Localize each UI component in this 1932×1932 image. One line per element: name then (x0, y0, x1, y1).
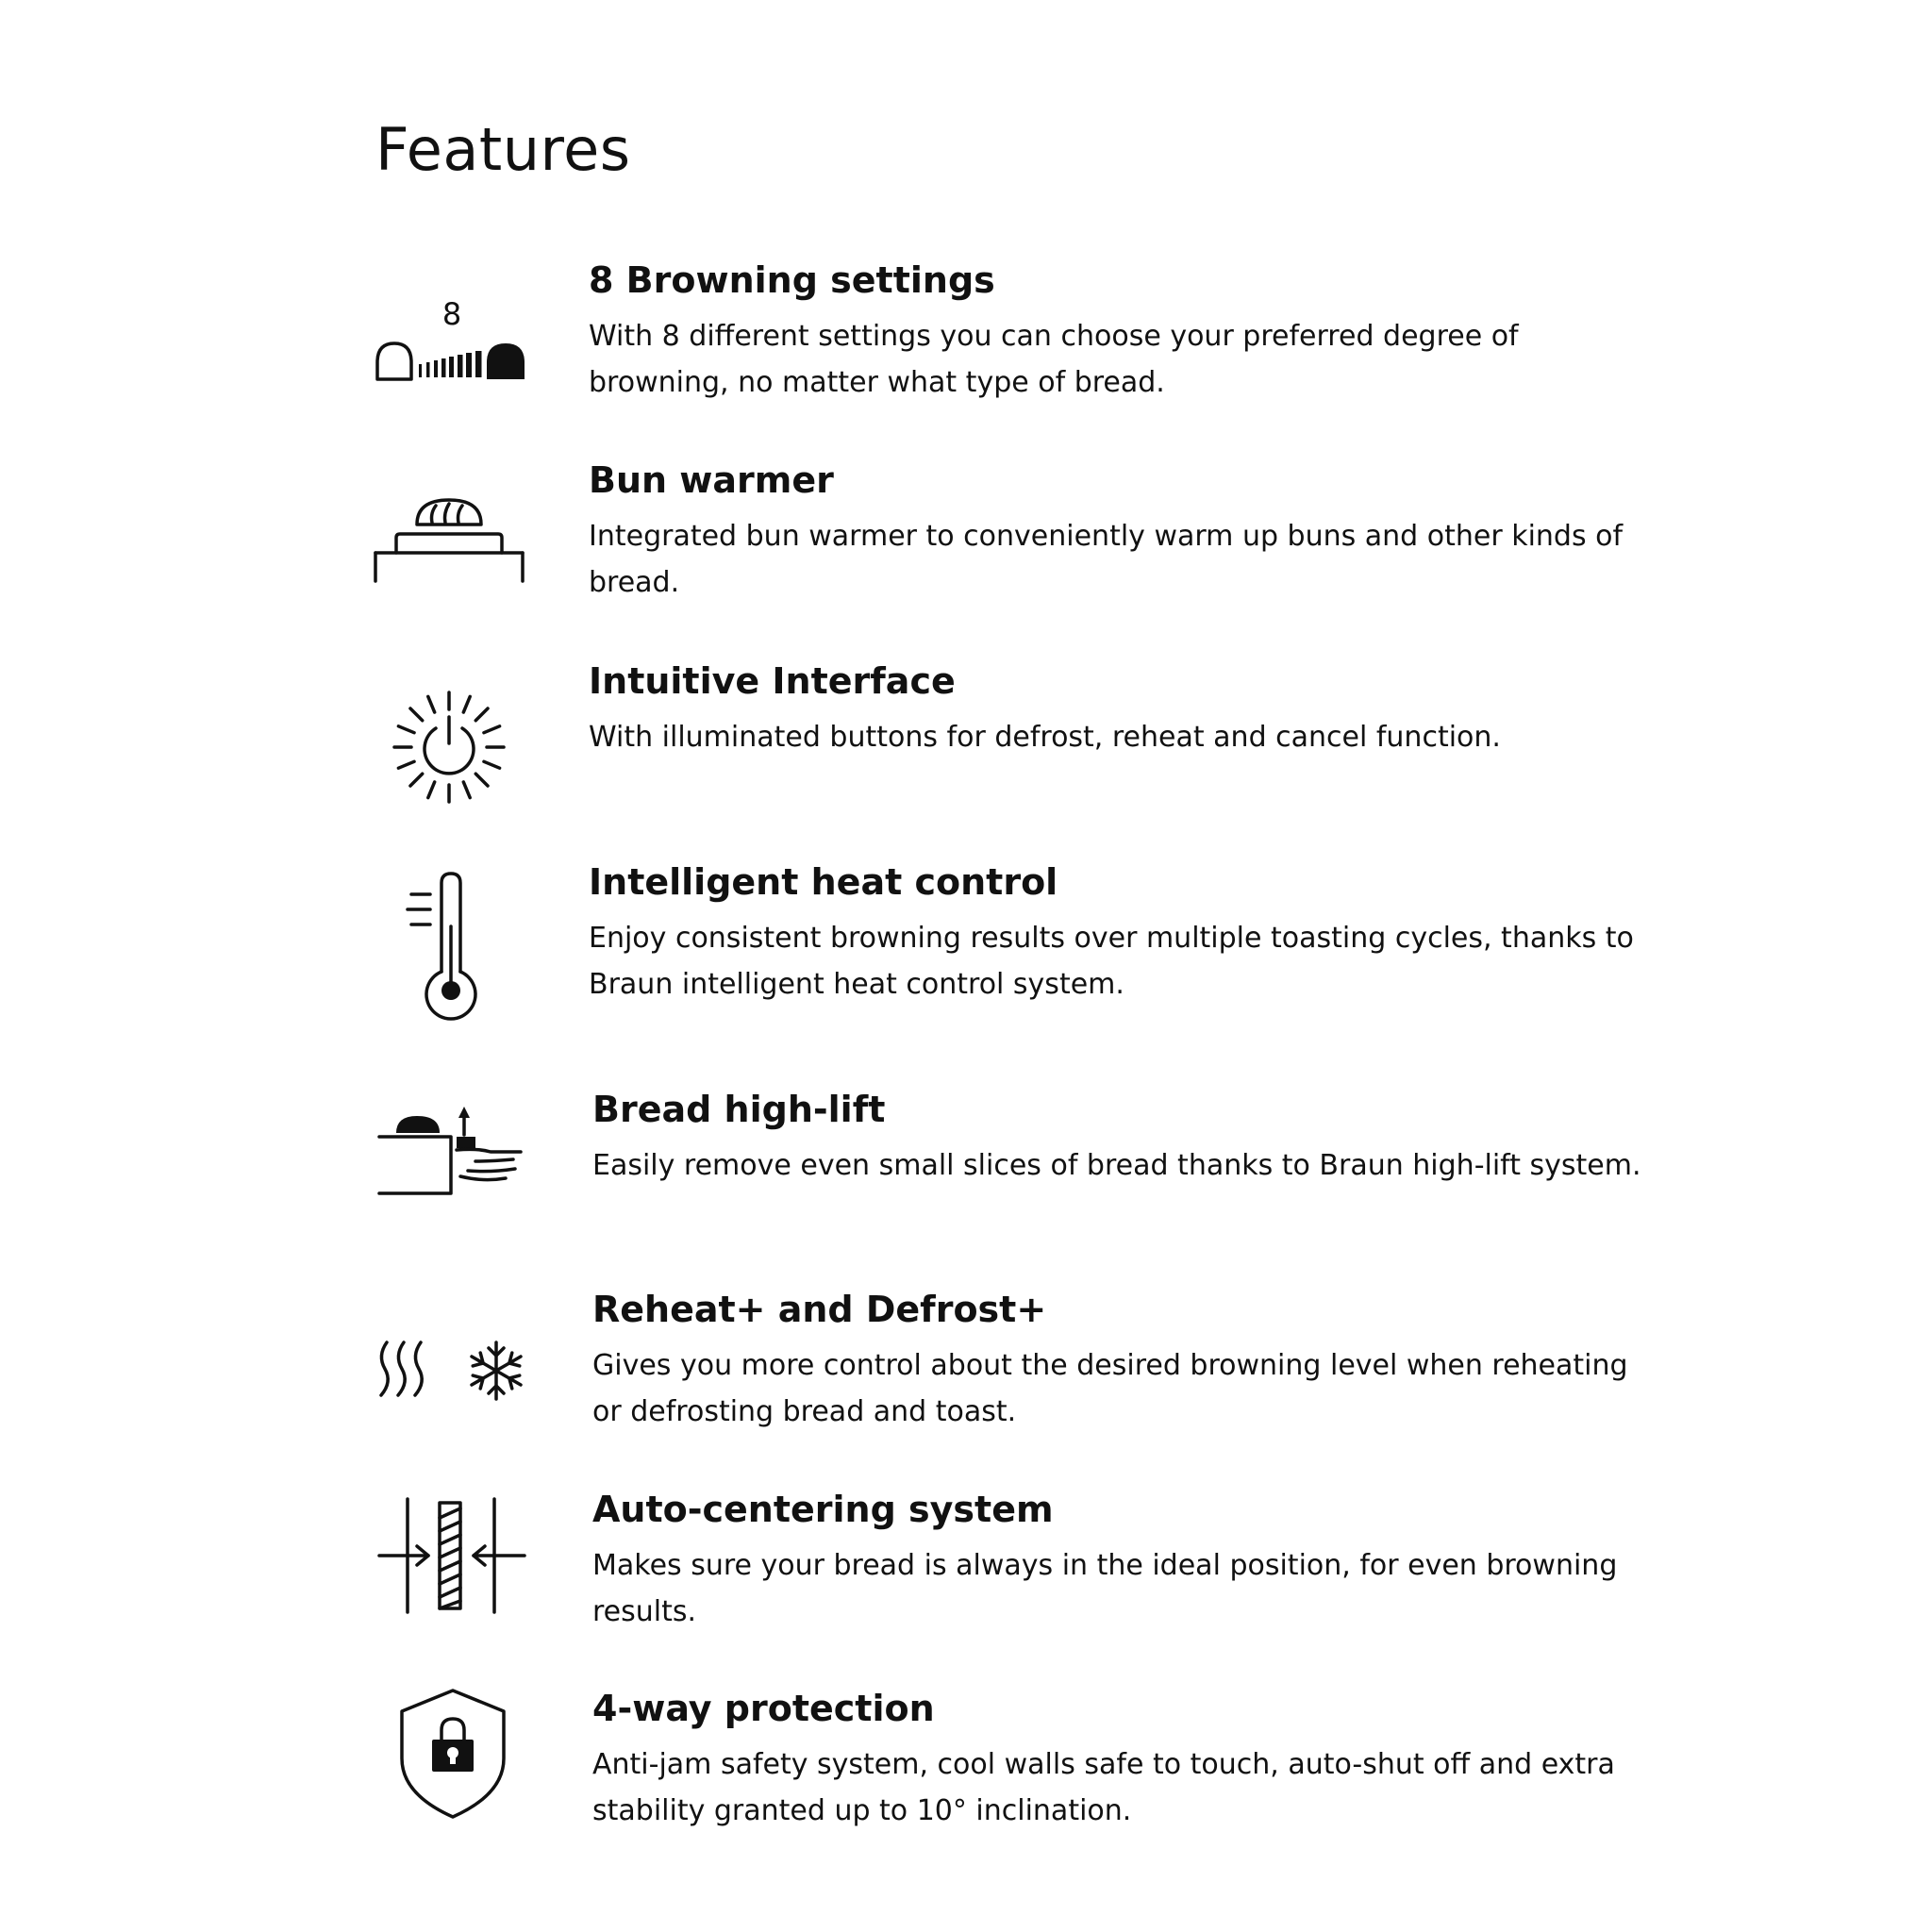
feature-description: Integrated bun warmer to conveniently warm up buns and other kinds of bread. (589, 520, 1624, 599)
thermometer-icon (374, 870, 530, 1011)
snowflake-icon (468, 1342, 525, 1399)
feature-title: Auto-centering system (592, 1489, 1054, 1530)
feature-description: With 8 different settings you can choose your preferred degree of browning, no matter what type of bread. (589, 320, 1519, 399)
bun-warmer-icon (374, 485, 530, 626)
feature-description: Anti-jam safety system, cool walls safe to touch, auto-shut off and extra stability granted up to 10° inclination. (592, 1748, 1615, 1827)
feature-title: 4-way protection (592, 1688, 935, 1729)
reheat-defrost-icon (374, 1314, 530, 1456)
feature-title: Intuitive Interface (589, 660, 956, 702)
browning-settings-icon (374, 285, 530, 426)
feature-description: Enjoy consistent browning results over multiple toasting cycles, thanks to Braun intelligent heat control system. (589, 922, 1634, 1001)
shield-lock-icon (374, 1685, 530, 1826)
illuminated-power-icon (374, 675, 530, 816)
feature-title: Bread high-lift (592, 1089, 886, 1130)
feature-title: 8 Browning settings (589, 259, 995, 301)
feature-description: Easily remove even small slices of bread thanks to Braun high-lift system. (592, 1149, 1641, 1182)
feature-title: Reheat+ and Defrost+ (592, 1289, 1047, 1330)
high-lift-icon (374, 1095, 530, 1237)
feature-title: Intelligent heat control (589, 861, 1058, 903)
browning-level-label: 8 (441, 296, 462, 332)
feature-description: With illuminated buttons for defrost, reheat and cancel function. (589, 721, 1501, 754)
feature-description: Makes sure your bread is always in the ideal position, for even browning results. (592, 1549, 1618, 1628)
auto-centering-icon (374, 1490, 530, 1631)
page-title: Features (375, 115, 631, 184)
feature-description: Gives you more control about the desired browning level when reheating or defrosting bread and toast. (592, 1349, 1628, 1428)
heat-waves-icon (381, 1342, 422, 1395)
feature-title: Bun warmer (589, 459, 834, 501)
